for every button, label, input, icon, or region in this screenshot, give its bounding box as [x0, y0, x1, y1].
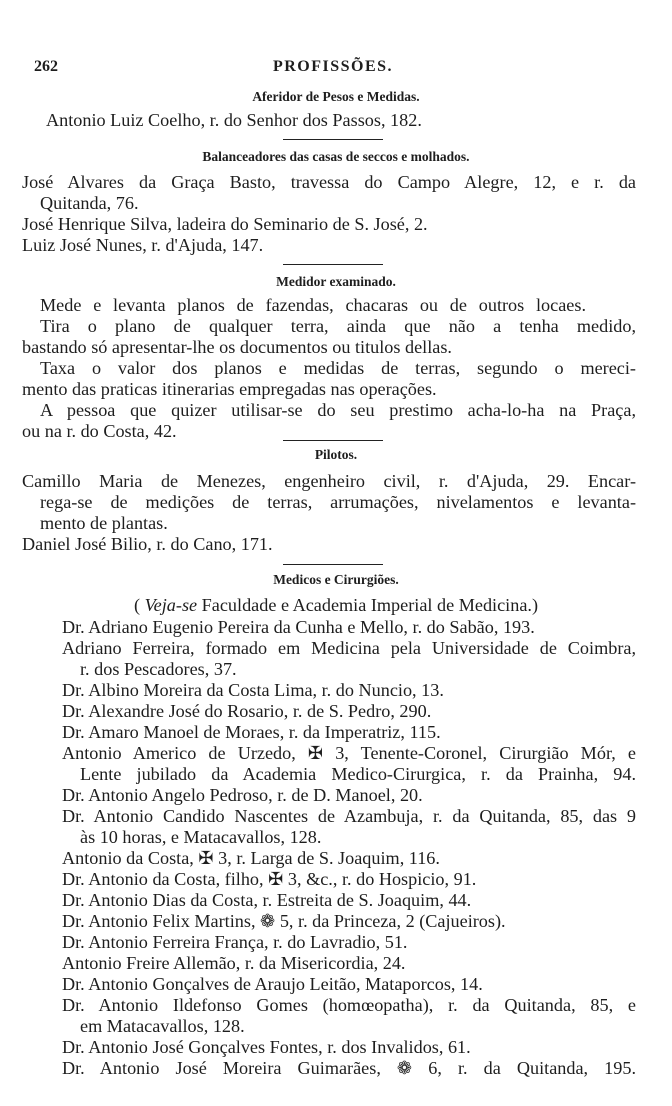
- entry-line: Dr. Antonio Ildefonso Gomes (homœopatha), r. da Quitanda, 85, e: [62, 995, 636, 1015]
- entry-line: r. dos Pescadores, 37.: [80, 659, 237, 679]
- entry-line: Dr. Antonio Candido Nascentes de Azambuja, r. da Quitanda, 85, das 9: [62, 806, 636, 826]
- entry-line: Luiz José Nunes, r. d'Ajuda, 147.: [22, 235, 264, 255]
- entry-line: Antonio Luiz Coelho, r. do Senhor dos Passos, 182.: [46, 110, 422, 130]
- entry-line: Dr. Antonio José Moreira Guimarães, ❁ 6, r. da Quitanda, 195.: [62, 1058, 636, 1078]
- entry-line: Dr. Antonio Angelo Pedroso, r. de D. Manoel, 20.: [62, 785, 423, 805]
- entry-line: Adriano Ferreira, formado em Medicina pela Universidade de Coimbra,: [62, 638, 636, 658]
- entry-line: Dr. Amaro Manoel de Moraes, r. da Imperatriz, 115.: [62, 722, 441, 742]
- entry-line: Antonio da Costa, ✠ 3, r. Larga de S. Joaquim, 116.: [62, 848, 440, 868]
- see-also-prefix: Veja-se: [144, 595, 198, 615]
- entry-line: Dr. Antonio Felix Martins, ❁ 5, r. da Princeza, 2 (Cajueiros).: [62, 911, 506, 931]
- entry-line: José Alvares da Graça Basto, travessa do Campo Alegre, 12, e r. da: [22, 172, 636, 192]
- paragraph-line: Tira o plano de qualquer terra, ainda que não a tenha medido,: [40, 316, 636, 336]
- section-title-medicos: Medicos e Cirurgiões.: [273, 572, 399, 587]
- see-also-note: ( Veja-se Faculdade e Academia Imperial de Medicina.): [133, 595, 538, 615]
- entry-line: Quitanda, 76.: [40, 193, 139, 213]
- paragraph-line: Taxa o valor dos planos e medidas de terras, segundo o mereci-: [40, 358, 636, 378]
- entry-line: Antonio Americo de Urzedo, ✠ 3, Tenente-Coronel, Cirurgião Mór, e: [62, 743, 636, 763]
- entry-line: Dr. Adriano Eugenio Pereira da Cunha e Mello, r. do Sabão, 193.: [62, 617, 535, 637]
- entry-line: Dr. Alexandre José do Rosario, r. de S. Pedro, 290.: [62, 701, 432, 721]
- paragraph-line: bastando só apresentar-lhe os documentos ou titulos dellas.: [22, 337, 452, 357]
- section-divider: [283, 264, 383, 265]
- entry-line: Dr. Antonio José Gonçalves Fontes, r. dos Invalidos, 61.: [62, 1037, 471, 1057]
- entry-line: mento de plantas.: [40, 513, 168, 533]
- entry-line: rega-se de medições de terras, arrumações, nivelamentos e levanta-: [40, 492, 636, 512]
- running-title: PROFISSÕES.: [272, 58, 394, 75]
- section-divider: [283, 139, 383, 140]
- entry-line: Daniel José Bilio, r. do Cano, 171.: [22, 534, 273, 554]
- entry-line: Antonio Freire Allemão, r. da Misericordia, 24.: [62, 953, 406, 973]
- section-title-balanceadores: Balanceadores das casas de seccos e molhados.: [202, 149, 470, 164]
- paragraph-line: ou na r. do Costa, 42.: [22, 421, 177, 441]
- entry-line: em Matacavallos, 128.: [80, 1016, 245, 1036]
- entry-line: Lente jubilado da Academia Medico-Cirurgica, r. da Prainha, 94.: [80, 764, 636, 784]
- page-number: 262: [34, 58, 58, 75]
- entry-line: Dr. Antonio Ferreira França, r. do Lavradio, 51.: [62, 932, 408, 952]
- paragraph-line: A pessoa que quizer utilisar-se do seu prestimo acha-lo-ha na Praça,: [40, 400, 636, 420]
- entry-line: Dr. Antonio Dias da Costa, r. Estreita de S. Joaquim, 44.: [62, 890, 472, 910]
- entry-line: Camillo Maria de Menezes, engenheiro civil, r. d'Ajuda, 29. Encar-: [22, 471, 636, 491]
- section-divider: [283, 440, 383, 441]
- entry-line: José Henrique Silva, ladeira do Seminario de S. José, 2.: [22, 214, 428, 234]
- see-also-text: Faculdade e Academia Imperial de Medicina.: [201, 595, 532, 615]
- section-title-aferidor: Aferidor de Pesos e Medidas.: [252, 89, 420, 104]
- entry-line: Dr. Antonio Gonçalves de Araujo Leitão, Mataporcos, 14.: [62, 974, 483, 994]
- section-title-medidor: Medidor examinado.: [276, 274, 396, 289]
- paragraph-line: Mede e levanta planos de fazendas, chacaras ou de outros locaes.: [40, 295, 586, 315]
- entry-line: Dr. Albino Moreira da Costa Lima, r. do Nuncio, 13.: [62, 680, 444, 700]
- paragraph-line: mento das praticas itinerarias empregadas nas operações.: [22, 379, 437, 399]
- entry-line: Dr. Antonio da Costa, filho, ✠ 3, &c., r. do Hospicio, 91.: [62, 869, 477, 889]
- page-header: [34, 58, 632, 82]
- section-divider: [283, 564, 383, 565]
- section-title-pilotos: Pilotos.: [314, 447, 358, 462]
- entry-line: às 10 horas, e Matacavallos, 128.: [80, 827, 322, 847]
